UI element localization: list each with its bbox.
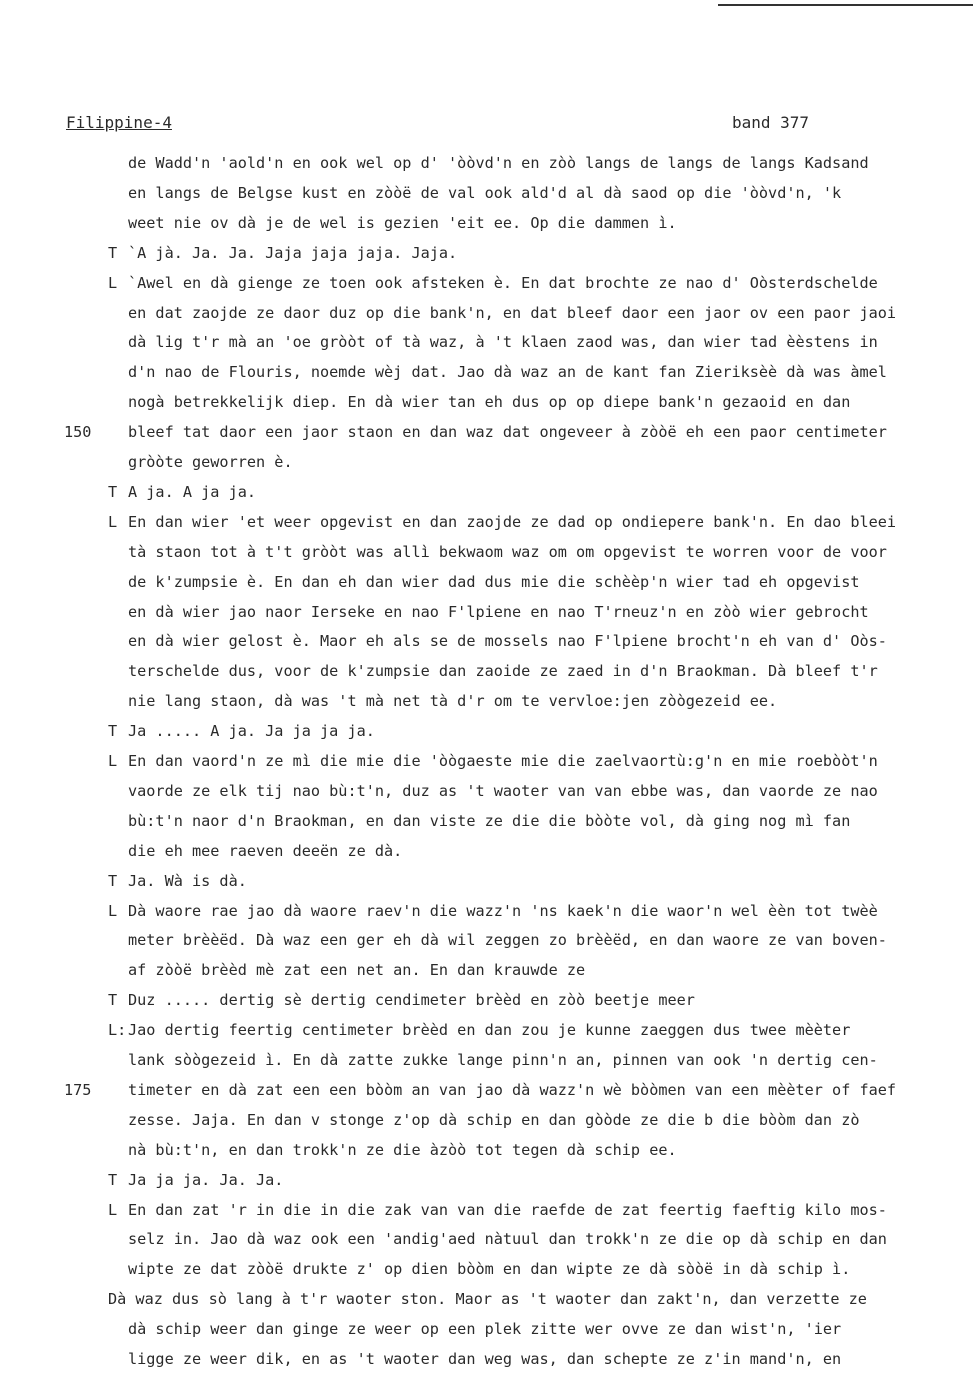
transcript-line	[0, 1018, 973, 1042]
speaker-label: L	[108, 902, 118, 920]
line-text: de k'zumpsie è. En dan eh dan wier dad dus mie die schèèp'n wier tad eh opgevist	[128, 573, 860, 591]
line-number: 175	[64, 1081, 92, 1099]
line-text: tà staon tot à t't gròòt was allì bekwaom waz om om opgevist te worren voor de voor	[128, 543, 887, 561]
page-header-left: Filippine-4	[66, 113, 172, 132]
transcript-line	[0, 958, 973, 982]
transcript-line	[0, 1078, 973, 1102]
speaker-label: T	[108, 244, 118, 262]
transcript-line	[0, 1168, 973, 1192]
line-text: meter brèèëd. Dà waz een ger eh dà wil zeggen zo brèèëd, en dan waore ze van boven-	[128, 931, 887, 949]
line-text: en dà wier gelost è. Maor eh als se de mossels nao F'lpiene brocht'n eh van d' Oòs-	[128, 632, 887, 650]
line-text: En dan vaord'n ze mì die mie die 'òògaeste mie die zaelvaortù:g'n en mie roebòòt'n	[128, 752, 878, 770]
transcript-line	[0, 749, 973, 773]
line-text: nie lang staon, dà was 't mà net tà d'r om te vervloe:jen zòògezeid ee.	[128, 692, 778, 710]
transcript-line	[0, 570, 973, 594]
line-text: Dà waz dus sò lang à t'r waoter ston. Maor as 't waoter dan zakt'n, dan verzette ze	[108, 1290, 867, 1308]
line-text: En dan wier 'et weer opgevist en dan zaojde ze dad op ondiepere bank'n. En dao bleei	[128, 513, 897, 531]
line-text: Ja ..... A ja. Ja ja ja ja.	[128, 722, 375, 740]
transcript-line	[0, 330, 973, 354]
transcript-line	[0, 899, 973, 923]
transcript-line	[0, 869, 973, 893]
line-text: die eh mee raeven deeën ze dà.	[128, 842, 403, 860]
transcript-line	[0, 928, 973, 952]
transcript-line	[0, 629, 973, 653]
speaker-label: T	[108, 722, 118, 740]
transcript-line	[0, 540, 973, 564]
line-text: `A jà. Ja. Ja. Jaja jaja jaja. Jaja.	[128, 244, 458, 262]
transcript-line	[0, 1138, 973, 1162]
transcript-line	[0, 689, 973, 713]
transcript-line	[0, 719, 973, 743]
line-text: Jao dertig feertig centimeter brèèd en dan zou je kunne zaeggen dus twee mèèter	[128, 1021, 851, 1039]
transcript-line	[0, 1287, 973, 1311]
line-text: zesse. Jaja. En dan v stonge z'op dà schip en dan gòòde ze die b die bòòm dan zò	[128, 1111, 860, 1129]
line-text: A ja. A ja ja.	[128, 483, 257, 501]
transcript-line	[0, 839, 973, 863]
line-text: af zòòë brèèd mè zat een net an. En dan krauwde ze	[128, 961, 586, 979]
speaker-label: L	[108, 274, 118, 292]
line-text: En dan zat 'r in die in die zak van van die raefde de zat feertig faeftig kilo mos-	[128, 1201, 887, 1219]
line-text: ligge ze weer dik, en as 't waoter dan weg was, dan schepte ze z'in mand'n, en	[128, 1350, 842, 1368]
transcript-line	[0, 1227, 973, 1251]
transcript-line	[0, 809, 973, 833]
line-text: en dat zaojde ze daor duz op die bank'n, en dat bleef daor een jaor ov een paor jaoi	[128, 304, 897, 322]
transcript-line	[0, 480, 973, 504]
transcript-line	[0, 420, 973, 444]
line-text: wipte ze dat zòòë drukte z' op dien bòòm en dan wipte ze dà sòòë in dà schip ì.	[128, 1260, 851, 1278]
transcript-line	[0, 659, 973, 683]
line-text: Ja ja ja. Ja. Ja.	[128, 1171, 284, 1189]
page-header-right: band 377	[732, 113, 810, 132]
transcript-line	[0, 450, 973, 474]
transcript-line	[0, 1317, 973, 1341]
line-text: timeter en dà zat een een bòòm an van jao dà wazz'n wè bòòmen van een mèèter of faef	[128, 1081, 897, 1099]
speaker-label: T	[108, 991, 118, 1009]
transcript-line	[0, 390, 973, 414]
speaker-label: L	[108, 513, 118, 531]
line-text: dà schip weer dan ginge ze weer op een plek zitte wer ovve ze dan wist'n, 'ier	[128, 1320, 842, 1338]
transcript-line	[0, 151, 973, 175]
speaker-label: L	[108, 1201, 118, 1219]
transcript-line	[0, 1198, 973, 1222]
speaker-label: T	[108, 483, 118, 501]
speaker-label: L:	[108, 1021, 127, 1039]
transcript-line	[0, 271, 973, 295]
line-text: en langs de Belgse kust en zòòë de val ook ald'd al dà saod op die 'òòvd'n, 'k	[128, 184, 842, 202]
line-text: lank sòògezeid ì. En dà zatte zukke lange pinn'n an, pinnen van ook 'n dertig cen-	[128, 1051, 878, 1069]
line-text: en dà wier jao naor Ierseke en nao F'lpiene en nao T'rneuz'n en zòò wier gebrocht	[128, 603, 869, 621]
transcript-line	[0, 181, 973, 205]
line-text: gròòte geworren è.	[128, 453, 293, 471]
transcript-line	[0, 1347, 973, 1371]
speaker-label: L	[108, 752, 118, 770]
line-text: `Awel en dà gienge ze toen ook afsteken è. En dat brochte ze nao d' Oòsterdschelde	[128, 274, 878, 292]
transcript-line	[0, 1108, 973, 1132]
line-text: de Wadd'n 'aold'n en ook wel op d' 'òòvd'n en zòò langs de langs de langs Kadsand	[128, 154, 869, 172]
transcript-line	[0, 600, 973, 624]
line-text: bleef tat daor een jaor staon en dan waz dat ongeveer à zòòë eh een paor centimeter	[128, 423, 887, 441]
line-text: d'n nao de Flouris, noemde wèj dat. Jao dà waz an de kant fan Zieriksèè dà was àmel	[128, 363, 887, 381]
transcript-line	[0, 1048, 973, 1072]
line-text: Ja. Wà is dà.	[128, 872, 247, 890]
transcript-line	[0, 1257, 973, 1281]
line-text: terschelde dus, voor de k'zumpsie dan zaoide ze zaed in d'n Braokman. Dà bleef t'r	[128, 662, 878, 680]
transcript-line	[0, 988, 973, 1012]
line-text: selz in. Jao dà waz ook een 'andig'aed nàtuul dan trokk'n ze die op dà schip en dan	[128, 1230, 887, 1248]
line-text: nà bù:t'n, en dan trokk'n ze die àzòò tot tegen dà schip ee.	[128, 1141, 677, 1159]
line-text: dà lig t'r mà an 'oe gròòt of tà waz, à 't klaen zaod was, dan wier tad èèstens in	[128, 333, 878, 351]
line-text: Duz ..... dertig sè dertig cendimeter brèèd en zòò beetje meer	[128, 991, 695, 1009]
line-text: Dà waore rae jao dà waore raev'n die wazz'n 'ns kaek'n die waor'n wel èèn tot twèè	[128, 902, 878, 920]
transcript-line	[0, 510, 973, 534]
line-number: 150	[64, 423, 92, 441]
line-text: nogà betrekkelijk diep. En dà wier tan eh dus op op diepe bank'n gezaoid en dan	[128, 393, 851, 411]
line-text: weet nie ov dà je de wel is gezien 'eit ee. Op die dammen ì.	[128, 214, 677, 232]
transcript-line	[0, 779, 973, 803]
transcript-line	[0, 360, 973, 384]
speaker-label: T	[108, 1171, 118, 1189]
line-text: vaorde ze elk tij nao bù:t'n, duz as 't waoter van van ebbe was, dan vaorde ze nao	[128, 782, 878, 800]
transcript-line	[0, 241, 973, 265]
transcript-line	[0, 211, 973, 235]
speaker-label: T	[108, 872, 118, 890]
top-rule	[718, 4, 973, 6]
transcript-line	[0, 301, 973, 325]
line-text: bù:t'n naor d'n Braokman, en dan viste ze die die bòòte vol, dà ging nog mì fan	[128, 812, 851, 830]
